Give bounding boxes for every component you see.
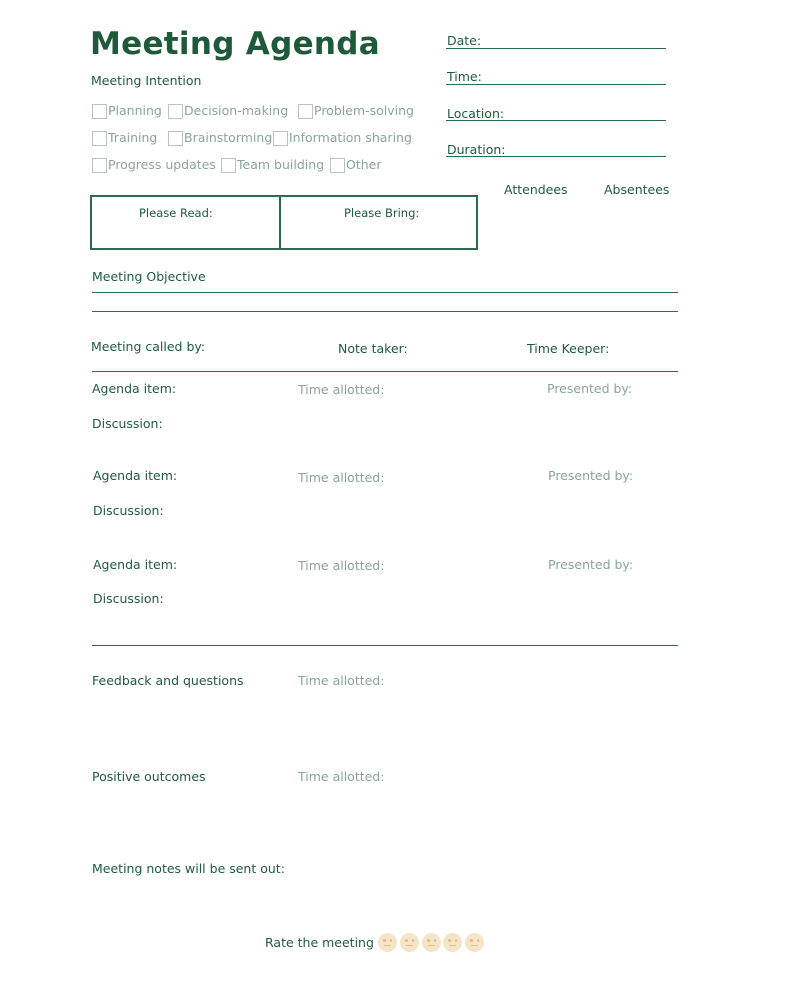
time-allotted-label: Time allotted: bbox=[298, 673, 385, 688]
objective-line-1[interactable] bbox=[92, 292, 678, 293]
called-by-label: Meeting called by: bbox=[91, 339, 206, 354]
time-allotted-label: Time allotted: bbox=[298, 769, 385, 784]
checkbox-label: Progress updates bbox=[108, 157, 216, 172]
checkbox-planning[interactable] bbox=[92, 104, 107, 119]
checkbox-decision-making[interactable] bbox=[168, 104, 183, 119]
discussion-label: Discussion: bbox=[93, 591, 164, 606]
notes-sent-label: Meeting notes will be sent out: bbox=[92, 861, 285, 876]
please-read-label: Please Read: bbox=[139, 206, 213, 220]
agenda-item-label: Agenda item: bbox=[93, 557, 178, 572]
presented-by-label: Presented by: bbox=[548, 468, 634, 483]
checkbox-label: Other bbox=[346, 157, 382, 172]
checkbox-label: Decision-making bbox=[184, 103, 289, 118]
checkbox-problem-solving[interactable] bbox=[298, 104, 313, 119]
discussion-label: Discussion: bbox=[92, 416, 163, 431]
checkbox-brainstorming[interactable] bbox=[168, 131, 183, 146]
objective-line-2[interactable] bbox=[92, 311, 678, 312]
checkbox-team-building[interactable] bbox=[221, 158, 236, 173]
rate-meeting-label: Rate the meeting bbox=[265, 935, 374, 950]
please-read-box[interactable] bbox=[90, 195, 281, 250]
agenda-item-label: Agenda item: bbox=[92, 381, 177, 396]
please-bring-box[interactable] bbox=[279, 195, 478, 250]
meeting-objective-label: Meeting Objective bbox=[92, 269, 206, 284]
time-field[interactable] bbox=[446, 84, 666, 85]
time-allotted-label: Time allotted: bbox=[298, 382, 385, 397]
location-field[interactable] bbox=[446, 120, 666, 121]
checkbox-other[interactable] bbox=[330, 158, 345, 173]
presented-by-label: Presented by: bbox=[548, 557, 634, 572]
positive-outcomes-label: Positive outcomes bbox=[92, 769, 206, 784]
duration-field[interactable] bbox=[446, 156, 666, 157]
checkbox-information-sharing[interactable] bbox=[273, 131, 288, 146]
date-label: Date: bbox=[447, 33, 482, 48]
date-field[interactable] bbox=[446, 48, 666, 49]
neutral-face-icon[interactable] bbox=[378, 933, 397, 952]
checkbox-label: Planning bbox=[108, 103, 162, 118]
time-allotted-label: Time allotted: bbox=[298, 558, 385, 573]
note-taker-label: Note taker: bbox=[338, 341, 408, 356]
checkbox-label: Information sharing bbox=[289, 130, 412, 145]
feedback-label: Feedback and questions bbox=[92, 673, 244, 688]
neutral-face-icon[interactable] bbox=[400, 933, 419, 952]
checkbox-label: Team building bbox=[237, 157, 325, 172]
absentees-label: Absentees bbox=[604, 182, 670, 197]
checkbox-label: Brainstorming bbox=[184, 130, 273, 145]
neutral-face-icon[interactable] bbox=[443, 933, 462, 952]
checkbox-label: Training bbox=[108, 130, 158, 145]
page-title: Meeting Agenda bbox=[90, 26, 380, 62]
neutral-face-icon[interactable] bbox=[465, 933, 484, 952]
attendees-label: Attendees bbox=[504, 182, 568, 197]
agenda-item-label: Agenda item: bbox=[93, 468, 178, 483]
checkbox-progress-updates[interactable] bbox=[92, 158, 107, 173]
duration-label: Duration: bbox=[447, 142, 506, 157]
checkbox-training[interactable] bbox=[92, 131, 107, 146]
divider bbox=[92, 645, 678, 646]
presented-by-label: Presented by: bbox=[547, 381, 633, 396]
meeting-intention-heading: Meeting Intention bbox=[91, 73, 202, 88]
time-keeper-label: Time Keeper: bbox=[527, 341, 610, 356]
discussion-label: Discussion: bbox=[93, 503, 164, 518]
time-label: Time: bbox=[447, 69, 482, 84]
location-label: Location: bbox=[447, 106, 505, 121]
time-allotted-label: Time allotted: bbox=[298, 470, 385, 485]
checkbox-label: Problem-solving bbox=[314, 103, 414, 118]
divider bbox=[92, 371, 678, 372]
please-bring-label: Please Bring: bbox=[344, 206, 420, 220]
neutral-face-icon[interactable] bbox=[422, 933, 441, 952]
